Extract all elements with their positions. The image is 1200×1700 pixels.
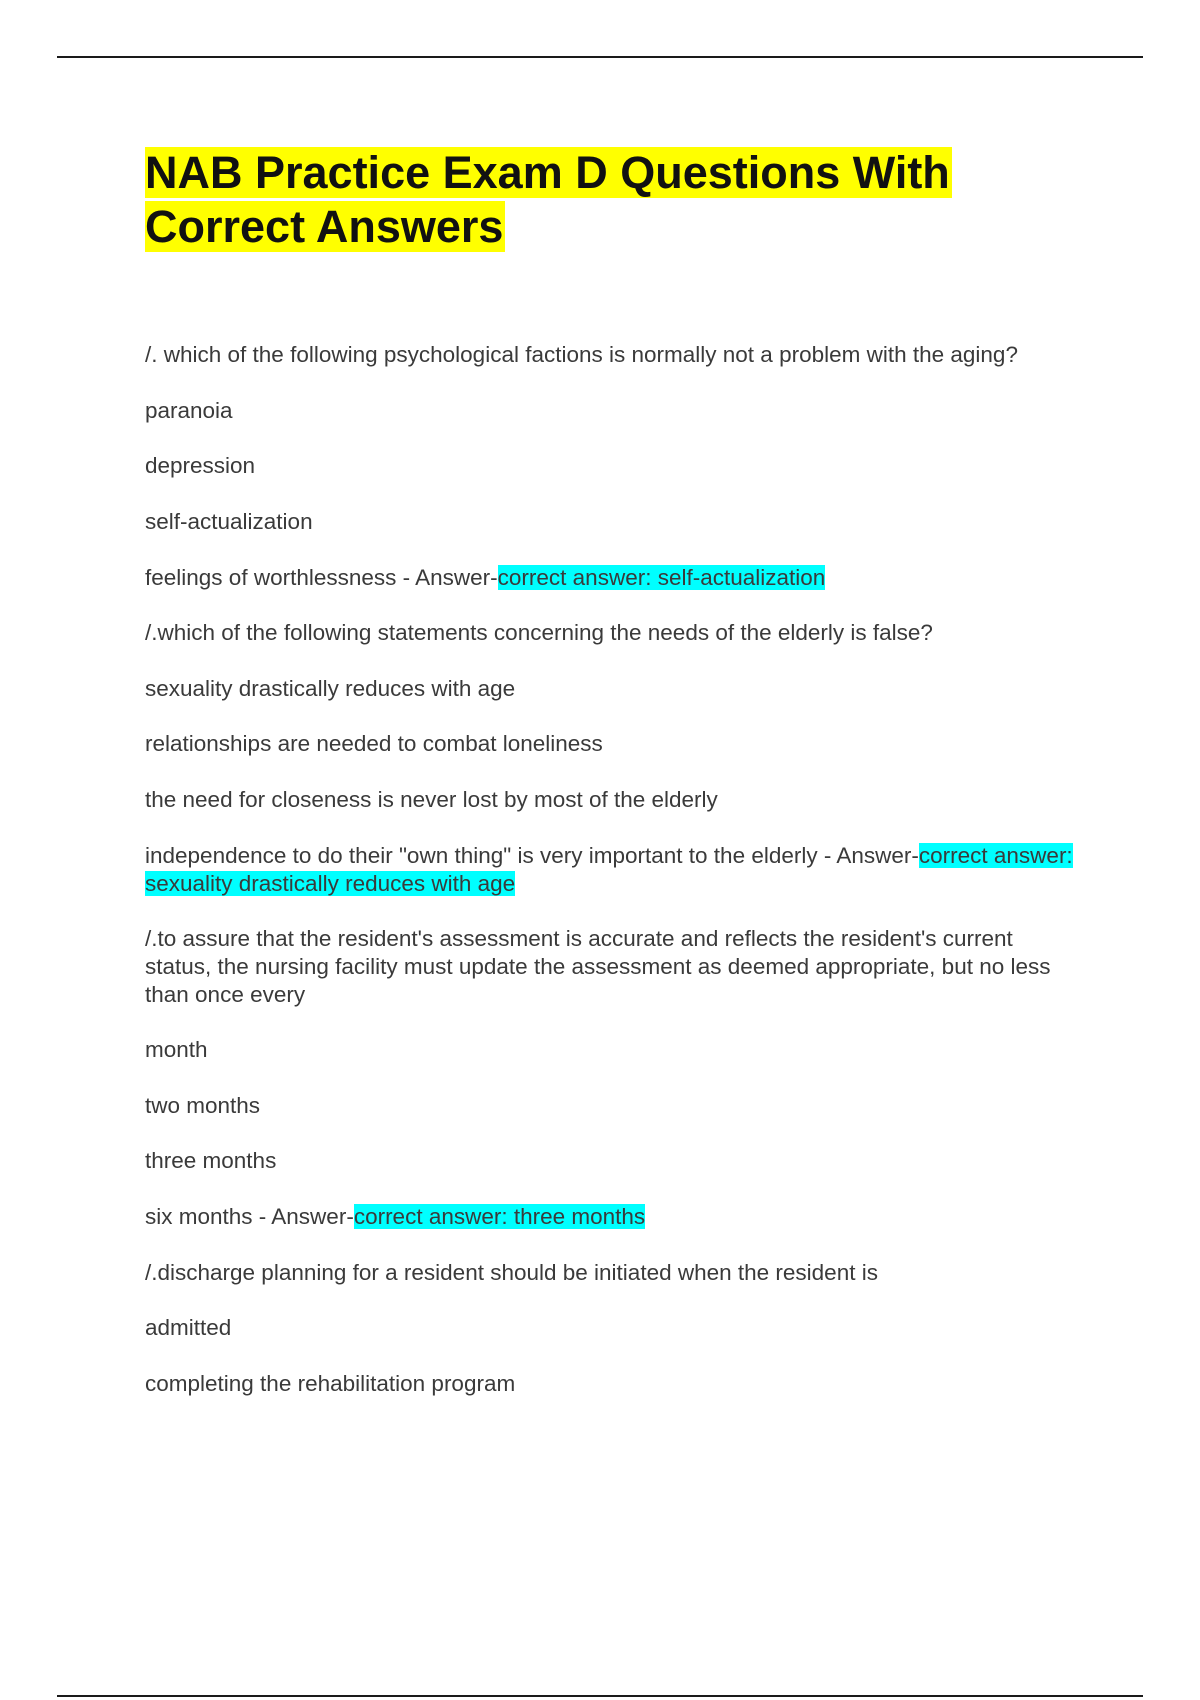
answer-option: the need for closeness is never lost by most of the elderly	[145, 787, 718, 812]
question-text: /. which of the following psychological factions is normally not a problem with the aging?	[145, 342, 1018, 367]
question-text: /.which of the following statements concerning the needs of the elderly is false?	[145, 620, 933, 645]
title-highlight: NAB Practice Exam D Questions With Correct Answers	[145, 147, 950, 252]
question-text: /.discharge planning for a resident should be initiated when the resident is	[145, 1260, 878, 1285]
answer-option: three months	[145, 1148, 277, 1173]
answer-line	[145, 564, 825, 592]
answer-line	[145, 842, 1085, 898]
question-text: /.to assure that the resident's assessment is accurate and reflects the resident's current status, the nursing facility must update the assessment as deemed appropriate, but no less than once every	[145, 926, 1051, 1007]
answer-option: month	[145, 1037, 208, 1062]
answer-option: two months	[145, 1093, 261, 1118]
answer-option: six months - Answer-	[145, 1204, 354, 1229]
answer-option: relationships are needed to combat loneliness	[145, 731, 603, 756]
correct-answer-highlight: correct answer: sexuality drastically reduces with age	[145, 843, 1073, 896]
answer-line	[145, 1203, 645, 1231]
answer-option: sexuality drastically reduces with age	[145, 676, 516, 701]
document-title	[145, 146, 1085, 254]
answer-option: admitted	[145, 1315, 232, 1340]
correct-answer-highlight: correct answer: self-actualization	[497, 565, 826, 590]
answer-option: completing the rehabilitation program	[145, 1371, 516, 1396]
top-rule	[57, 56, 1143, 58]
answer-option: depression	[145, 453, 256, 478]
answer-option: self-actualization	[145, 509, 313, 534]
correct-answer-highlight: correct answer: three months	[353, 1204, 646, 1229]
bottom-rule	[57, 1695, 1143, 1697]
answer-option: paranoia	[145, 398, 233, 423]
answer-option: independence to do their "own thing" is very important to the elderly - Answer-	[145, 843, 919, 868]
answer-option: feelings of worthlessness - Answer-	[145, 565, 498, 590]
